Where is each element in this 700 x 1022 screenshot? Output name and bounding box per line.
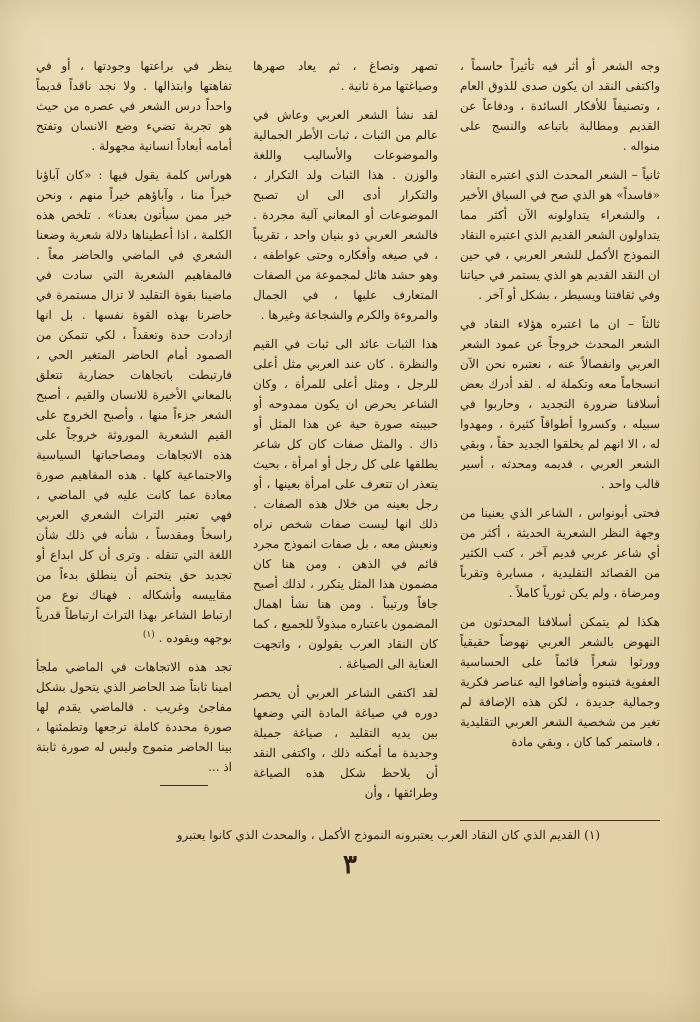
paragraph: تجد هذه الاتجاهات في الماضي ملجأ امينا ثابتاً ضد الحاضر الذي يتحول بشكل مفاجئ وغريب . فالماضي يقدم لها صورة محددة كاملة ترجعها وتطمئنها ، بينا الحاضر متموج وليس له صورة ثابتة اذ ... (36, 660, 232, 774)
page-number: ٣ (343, 850, 357, 880)
paragraph: لقد اكتفى الشاعر العربي أن يحصر دوره في صياغة المادة التي وضعها بين يديه التقليد ، صياغة جميلة وجديدة ما أمكنه ذلك ، واكتفى النقد أن يلاحظ شكل هذه الصياغة وطرائقها ، وأن (253, 686, 438, 800)
paragraph: لقد نشأ الشعر العربي وعاش في عالم من الثبات ، ثبات الأطر الجمالية والموضوعات والأساليب واللغة والوزن . هذا الثبات ولد التكرار ، والتكرار أدى الى ان تصبح الموضوعات أو المعاني آلية مجردة . فالشعر العربي ذو بنيان واحد ، تقريباً ، في صيغه وأفكاره وحتى عواطفه ، وهو حشد هائل لمجموعة من الصفات المتعارف عليها ، في الجمال والمروءة والكرم والشجاعة وغيرها . (253, 108, 438, 322)
column-end-rule (460, 820, 660, 821)
paragraph: ثالثاً – ان ما اعتبره هؤلاء النقاد في الشعر المحدث خروجاً عن عمود الشعر العربي وانفصالاً عنه ، نعتبره نحن الآن انسجاماً معه وتكملة له . لقد أدرك بعض أسلافنا ضرورة التجديد ، وحاربوا في سبيله ، وكسروا أطواقاً كثيرة ، ومهدوا له ، الا انهم لم يخلقوا الجديد حقاً ، وبقي الشعر العربي ، قديمه ومحدثه ، أسير قالب واحد . (460, 317, 660, 491)
column-end-rule (160, 785, 208, 786)
paragraph-text: هوراس كلمة يقول فيها : «كان آباؤنا خيراً منا ، وآباؤهم خيراً منهم ، ونحن خير ممن سيأتون بعدنا» . تلخص هذه الكلمة ، اذا أعطيناها دلالة شعرية وضعنا الشعري في الماضي والحاضر معاً . فالمفاهيم الشعرية التي سادت في ماضينا بقوة التقليد لا تزال مستمرة في حاضرنا بهذه القوة نفسها . بل انها ازدادت حدة وتعقداً ، لكي تتمكن من الصمود أمام الحاضر المتغير الحي ، فارتبطت باتجاهات حضارية تتعلق بالمعاني الأخيرة للانسان والقيم ، أصبح الشعر جزءاً منها ، وأصبح الخروج على القيم الشعرية الموروثة خروجاً على هذه الاتجاهات ومصاحباتها السياسية والاجتماعية كلها . هذه المفاهيم صورة معادة عما كانت عليه في الماضي ، فهي تعتبر التراث الشعري العربي راسخاً ومقدساً ، شأنه في ذلك شأن اللغة التي تنقله . وترى أن كل ابداع أو تجديد حق يتحتم أن ينطلق بدءاً من مقاييسه وأشكاله . فهناك نوع من ارتباط الشاعر بهذا التراث ارتباطاً قدرياً بوجهه ويقوده . (36, 168, 232, 645)
paragraph: هذا الثبات عائد الى ثبات في القيم والنظرة . كان عند العربي مثل أعلى للرجل ، ومثل أعلى للمرأة ، وكان الشاعر يحرص ان يكون ممدوحه أو حبيبته صورة حية عن هذا المثل أو ذاك . والمثل صفات كان كل شاعر يطلقها على كل رجل أو امرأة ، بحيث يتعذر ان تتعرف على امرأة بعينها ، أو رجل بعينه من خلال هذه الصفات . ذلك انها ليست صفات شخص نراه ونعيش معه ، بل صفات انموذج مجرد قائم في الذهن . ومن هنا كان مضمون هذا المثل يتكرر ، لذلك أصبح جافاً ورتيباً . ومن هنا نشأ اهمال المضمون باعتباره مبذولاً للجميع ، كما كان النقاد العرب يقولون ، واتجهت العناية الى الصياغة . (253, 337, 438, 671)
paragraph: فحتى أبونواس ، الشاعر الذي يعنينا من وجهة النظر الشعرية الحديثة ، أكثر من أي شاعر عربي قديم آخر ، كتب الكثير من القصائد التقليدية ، مسايرة وتقرباً ومرضاة ، ولم يكن ثورياً كاملاً . (460, 506, 660, 600)
paragraph (36, 165, 232, 648)
text-column-middle (253, 56, 438, 811)
footnote: (١) القديم الذي كان النقاد العرب يعتبرونه النموذج الأكمل ، والمحدث الذي كانوا يعتبرو (176, 828, 600, 842)
text-column-left (36, 56, 232, 796)
paragraph: هكذا لم يتمكن أسلافنا المحدثون من النهوض بالشعر العربي نهوضاً حقيقياً وورثوا شعراً قائماً على الحساسية العفوية فتبنوه وأضافوا اليه عناصر فكرية وجمالية جديدة ، لكن هذه الإضافة لم تغير من شخصية الشعر العربي التقليدية ، فاستمر كما كان ، وبقي مادة (460, 615, 660, 749)
footnote-marker: (١) (142, 630, 155, 640)
paragraph: ثانياً – الشعر المحدث الذي اعتبره النقاد «فاسداً» هو الذي صح في السياق الأخير ، والشعراء يتداولونه الآن أكثر مما يتداولون الشعر القديم الذي اعتبره النقاد النموذج الأكمل للشعر العربي ، في حين ان النقد القديم هو الذي يستمر في حياتنا وفي ثقافتنا ويسيطر ، بشكل أو آخر . (460, 168, 660, 302)
paragraph: تصهر وتصاغ ، ثم يعاد صهرها وصياغتها مرة ثانية . (253, 59, 438, 93)
paragraph: وجه الشعر أو أثر فيه تأثيراً حاسماً ، واكتفى النقد ان يكون صدى للذوق العام ، وتصنيفاً للأفكار السائدة ، ودفاعاً عن القديم ومطالبة باتباعه والنسج على منواله . (460, 59, 660, 153)
text-column-right (460, 56, 660, 796)
paragraph: ينظر في براعتها وجودتها ، أو في تفاهتها وابتذالها . ولا نجد ناقداً قديماً واحداً درس الشعر في عصره من حيث هو تجربة تضيء وضع الانسان وتفتح أمامه أبعاداً انسانية مجهولة . (36, 59, 232, 153)
